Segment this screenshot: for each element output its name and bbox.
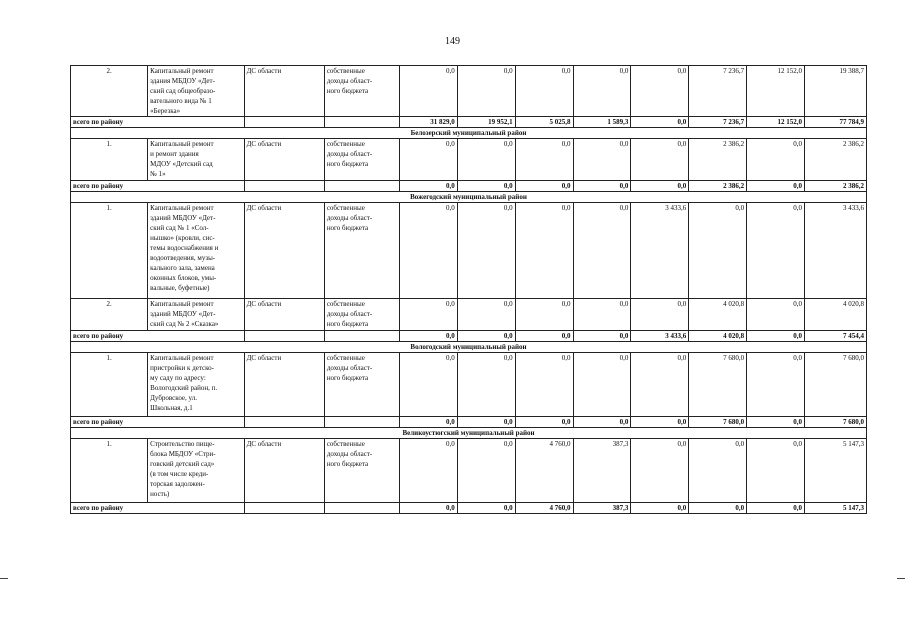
total-cell: 0,0	[399, 503, 457, 514]
value-cell: 12 152,0	[747, 66, 805, 117]
total-cell: 0,0	[747, 331, 805, 342]
total-cell: 2 386,2	[689, 181, 747, 192]
row-number: 2.	[71, 66, 148, 117]
value-cell: 7 680,0	[804, 353, 866, 417]
total-label: всего по району	[71, 181, 245, 192]
total-cell: 0,0	[515, 181, 573, 192]
scan-edge-mark	[0, 578, 8, 579]
object-name: Капитальный ремонт зданий МБДОУ «Дет- ский сад № 1 «Сол- нышко» (кровли, сис- темы водоснабжения и водоотведения, музы- кального зала, замена оконных блоков, умы- вальные, буфетные)	[148, 203, 244, 299]
funding-source: собственные доходы област- ного бюджета	[324, 353, 399, 417]
district-total-row	[71, 417, 867, 428]
value-cell: 0,0	[457, 203, 515, 299]
total-cell: 0,0	[457, 503, 515, 514]
value-cell: 0,0	[457, 139, 515, 181]
total-label: всего по району	[71, 331, 245, 342]
object-name: Капитальный ремонт и ремонт здания МДОУ «Детский сад № 1»	[148, 139, 244, 181]
total-cell: 77 784,9	[804, 117, 866, 128]
value-cell: 0,0	[747, 439, 805, 503]
value-cell: 19 388,7	[804, 66, 866, 117]
total-cell: 7 454,4	[804, 331, 866, 342]
total-label: всего по району	[71, 503, 245, 514]
value-cell: 0,0	[399, 299, 457, 331]
total-label: всего по району	[71, 417, 245, 428]
row-number: 1.	[71, 439, 148, 503]
row-number: 2.	[71, 299, 148, 331]
value-cell: 7 236,7	[689, 66, 747, 117]
funding-source: собственные доходы област- ного бюджета	[324, 439, 399, 503]
value-cell: 0,0	[689, 439, 747, 503]
value-cell: 3 433,6	[631, 203, 689, 299]
total-cell: 7 680,0	[689, 417, 747, 428]
district-header-row	[71, 342, 867, 353]
total-cell: 0,0	[747, 503, 805, 514]
value-cell: 0,0	[631, 139, 689, 181]
budget-table	[70, 65, 867, 514]
value-cell: 0,0	[457, 439, 515, 503]
total-cell: 0,0	[631, 117, 689, 128]
value-cell: 2 386,2	[804, 139, 866, 181]
value-cell: 0,0	[515, 299, 573, 331]
object-name: Капитальный ремонт здания МБДОУ «Дет- ский сад общеобразо- вательного вида № 1 «Березка»	[148, 66, 244, 117]
district-total-row	[71, 331, 867, 342]
value-cell: 2 386,2	[689, 139, 747, 181]
total-cell: 5 025,8	[515, 117, 573, 128]
total-cell: 0,0	[631, 181, 689, 192]
total-cell: 0,0	[457, 417, 515, 428]
value-cell: 0,0	[747, 139, 805, 181]
total-cell: 0,0	[573, 181, 631, 192]
value-cell: 0,0	[515, 203, 573, 299]
table-row	[71, 299, 867, 331]
value-cell: 3 433,6	[804, 203, 866, 299]
value-cell: 0,0	[515, 353, 573, 417]
total-cell: 7 236,7	[689, 117, 747, 128]
value-cell: 0,0	[399, 66, 457, 117]
total-cell: 0,0	[399, 181, 457, 192]
district-header-row	[71, 128, 867, 139]
table-row	[71, 66, 867, 117]
value-cell: 0,0	[399, 353, 457, 417]
total-cell: 0,0	[747, 417, 805, 428]
total-cell: 3 433,6	[631, 331, 689, 342]
value-cell: 0,0	[631, 66, 689, 117]
object-name: Капитальный ремонт зданий МБДОУ «Дет- ский сад № 2 «Сказка»	[148, 299, 244, 331]
funding-source: собственные доходы област- ного бюджета	[324, 66, 399, 117]
row-number: 1.	[71, 203, 148, 299]
funding-source: собственные доходы област- ного бюджета	[324, 299, 399, 331]
total-cell: 0,0	[573, 331, 631, 342]
value-cell: 0,0	[515, 66, 573, 117]
customer: ДС области	[244, 353, 324, 417]
object-name: Строительство пище- блока МБДОУ «Стри- говский детский сад» (в том числе креди- торская задолжен- ность)	[148, 439, 244, 503]
customer: ДС области	[244, 139, 324, 181]
value-cell: 4 020,8	[689, 299, 747, 331]
district-header-row	[71, 428, 867, 439]
district-title: Вологодский муниципальный район	[71, 342, 867, 353]
row-number: 1.	[71, 139, 148, 181]
value-cell: 4 020,8	[804, 299, 866, 331]
scan-edge-mark	[897, 578, 905, 579]
value-cell: 0,0	[573, 353, 631, 417]
total-cell: 0,0	[457, 331, 515, 342]
value-cell: 0,0	[573, 66, 631, 117]
total-cell: 4 020,8	[689, 331, 747, 342]
total-cell: 5 147,3	[804, 503, 866, 514]
table-row	[71, 203, 867, 299]
value-cell: 5 147,3	[804, 439, 866, 503]
table-row	[71, 439, 867, 503]
total-cell: 0,0	[515, 331, 573, 342]
total-cell: 12 152,0	[747, 117, 805, 128]
total-cell: 0,0	[747, 181, 805, 192]
value-cell: 0,0	[399, 139, 457, 181]
value-cell: 4 760,0	[515, 439, 573, 503]
district-total-row	[71, 503, 867, 514]
value-cell: 0,0	[631, 439, 689, 503]
customer: ДС области	[244, 203, 324, 299]
district-header-row	[71, 192, 867, 203]
total-cell: 0,0	[631, 417, 689, 428]
total-cell: 1 589,3	[573, 117, 631, 128]
district-title: Вожегодский муниципальный район	[71, 192, 867, 203]
table-row	[71, 139, 867, 181]
customer: ДС области	[244, 439, 324, 503]
value-cell: 0,0	[689, 203, 747, 299]
total-cell: 31 829,0	[399, 117, 457, 128]
value-cell: 0,0	[747, 353, 805, 417]
district-total-row	[71, 181, 867, 192]
total-cell: 0,0	[457, 181, 515, 192]
total-cell: 0,0	[689, 503, 747, 514]
total-cell: 0,0	[631, 503, 689, 514]
table-row	[71, 353, 867, 417]
total-cell: 387,3	[573, 503, 631, 514]
value-cell: 0,0	[399, 203, 457, 299]
total-cell: 0,0	[399, 417, 457, 428]
customer: ДС области	[244, 299, 324, 331]
district-title: Великоустюгский муниципальный район	[71, 428, 867, 439]
value-cell: 0,0	[515, 139, 573, 181]
district-title: Белозерский муниципальный район	[71, 128, 867, 139]
value-cell: 0,0	[631, 353, 689, 417]
page-number: 149	[445, 36, 460, 47]
funding-source: собственные доходы област- ного бюджета	[324, 203, 399, 299]
value-cell: 0,0	[747, 203, 805, 299]
value-cell: 0,0	[457, 353, 515, 417]
customer: ДС области	[244, 66, 324, 117]
value-cell: 0,0	[399, 439, 457, 503]
total-cell: 4 760,0	[515, 503, 573, 514]
value-cell: 0,0	[573, 299, 631, 331]
value-cell: 0,0	[457, 66, 515, 117]
object-name: Капитальный ремонт пристройки к детско- му саду по адресу: Вологодский район, п. Дубровское, ул. Школьная, д.1	[148, 353, 244, 417]
value-cell: 0,0	[573, 139, 631, 181]
total-label: всего по району	[71, 117, 245, 128]
value-cell: 0,0	[573, 203, 631, 299]
value-cell: 0,0	[631, 299, 689, 331]
total-cell: 0,0	[399, 331, 457, 342]
value-cell: 0,0	[457, 299, 515, 331]
total-cell: 7 680,0	[804, 417, 866, 428]
total-cell: 0,0	[515, 417, 573, 428]
value-cell: 7 680,0	[689, 353, 747, 417]
funding-source: собственные доходы област- ного бюджета	[324, 139, 399, 181]
value-cell: 387,3	[573, 439, 631, 503]
district-total-row	[71, 117, 867, 128]
value-cell: 0,0	[747, 299, 805, 331]
total-cell: 0,0	[573, 417, 631, 428]
total-cell: 19 952,1	[457, 117, 515, 128]
total-cell: 2 386,2	[804, 181, 866, 192]
row-number: 1.	[71, 353, 148, 417]
